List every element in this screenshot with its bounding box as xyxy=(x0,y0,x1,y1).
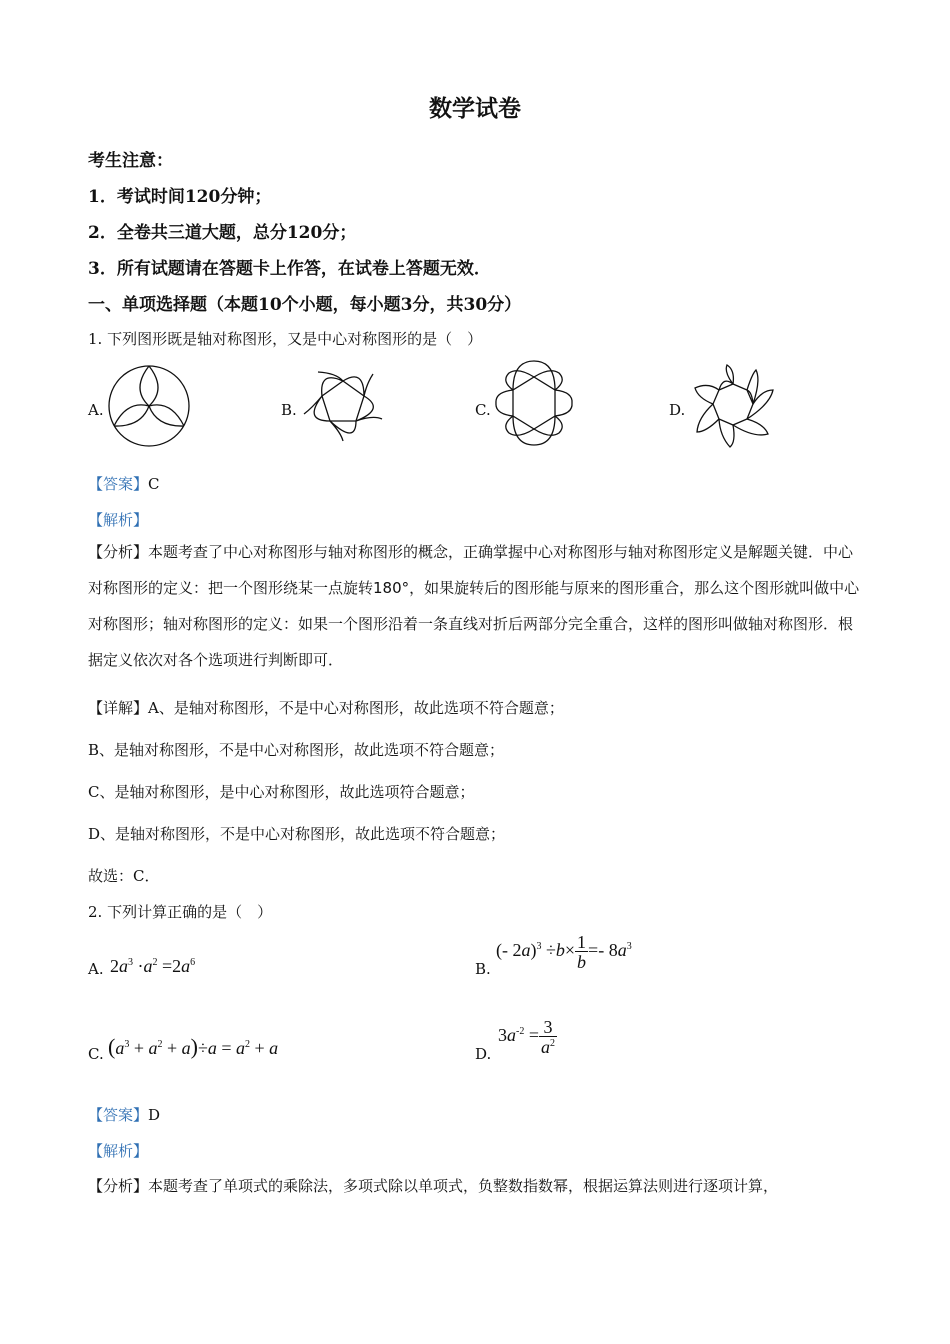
q1-analysis xyxy=(88,534,863,678)
q1-option-b-label: B. xyxy=(281,401,297,419)
q1-conclusion: 故选：C． xyxy=(88,867,160,885)
q1-answer xyxy=(88,473,160,494)
q1-detail-a xyxy=(88,697,564,718)
q2-option-d-expression: $3a^{-2}$ = $\frac{3}{a^2}$ xyxy=(498,1017,555,1057)
notice-heading: 考生注意： xyxy=(88,151,173,171)
q2-option-c-expression: $(a^3 + a^2 + a)\div a = a^2 + a$ xyxy=(108,1034,279,1059)
q1-analysis-text-1: 本题考查了中心对称图形与轴对称图形的概念，正确掌握中心对称图形与轴对称图形定义是解题关键．中心对称图形的定义：把一个图形绕某一点旋转 xyxy=(88,543,854,597)
q2-analysis-text: 本题考查了单项式的乘除法，多项式除以单项式，负整数指数幂，根据运算法则进行逐项计算， xyxy=(148,1177,779,1195)
q1-figure-c xyxy=(493,359,575,447)
q1-figure-a xyxy=(106,363,192,449)
q1-analysis-text-2: ，如果旋转后的图形能与原来的图形重合，那么这个图形就叫做中心对称图形；轴对称图形的定义：如果一个图形沿着一条直线对折后两部分完全重合，这样的图形叫做轴对称图形．根据定义依次对各个选项进行判断即可． xyxy=(88,579,860,669)
q1-answer-tag: 【答案】 xyxy=(88,475,149,493)
q1-figure-d xyxy=(690,362,776,448)
q1-analysis-label: 【分析】 xyxy=(88,543,149,561)
q2-answer xyxy=(88,1104,160,1125)
page-title: 数学试卷 xyxy=(429,95,521,122)
q2-analysis-tag: 【解析】 xyxy=(88,1142,149,1160)
q1-stem: 1. 下列图形既是轴对称图形，又是中心对称图形的是（ ） xyxy=(88,330,483,348)
q2-analysis xyxy=(88,1175,778,1196)
q1-analysis-degree: 180° xyxy=(373,579,410,597)
notice-item-1: 1．考试时间120分钟； xyxy=(88,187,272,207)
q2-option-d-label: D. xyxy=(475,1045,492,1063)
q1-detail-d: D、是轴对称图形，不是中心对称图形，故此选项不符合题意； xyxy=(88,825,506,843)
q2-answer-tag: 【答案】 xyxy=(88,1106,149,1124)
q2-stem: 2. 下列计算正确的是（ ） xyxy=(88,903,273,921)
notice-item-2: 2．全卷共三道大题，总分120分； xyxy=(88,223,357,243)
q1-detail-label: 【详解】 xyxy=(88,699,149,717)
q1-detail-c: C、是轴对称图形，是中心对称图形，故此选项符合题意； xyxy=(88,783,475,801)
q2-answer-value: D xyxy=(148,1106,161,1124)
q2-option-b-label: B. xyxy=(475,960,491,978)
notice-item-3: 3．所有试题请在答题卡上作答，在试卷上答题无效． xyxy=(88,259,491,279)
q1-detail-a-text: A、是轴对称图形，不是中心对称图形，故此选项不符合题意； xyxy=(148,699,564,717)
q2-option-c-label: C. xyxy=(88,1045,104,1063)
q2-analysis-label: 【分析】 xyxy=(88,1177,149,1195)
q1-option-a-label: A. xyxy=(88,401,104,419)
q1-option-d-label: D. xyxy=(669,401,686,419)
q1-detail-b: B、是轴对称图形，不是中心对称图形，故此选项不符合题意； xyxy=(88,741,505,759)
q2-option-a-label: A. xyxy=(88,960,104,978)
q1-analysis-tag: 【解析】 xyxy=(88,511,149,529)
q1-option-c-label: C. xyxy=(475,401,491,419)
section-heading: 一、单项选择题（本题10个小题，每小题3分，共30分） xyxy=(88,295,522,315)
q1-figure-b xyxy=(301,365,385,445)
q2-option-b-expression: (- 2a)$^3$ ÷b× $\frac{1}{b}$ =- $8a^3$ xyxy=(496,932,632,972)
q2-option-a-expression: $2a^3 \cdot a^2 =2a^6$ xyxy=(110,956,196,976)
q1-answer-value: C xyxy=(148,475,160,493)
